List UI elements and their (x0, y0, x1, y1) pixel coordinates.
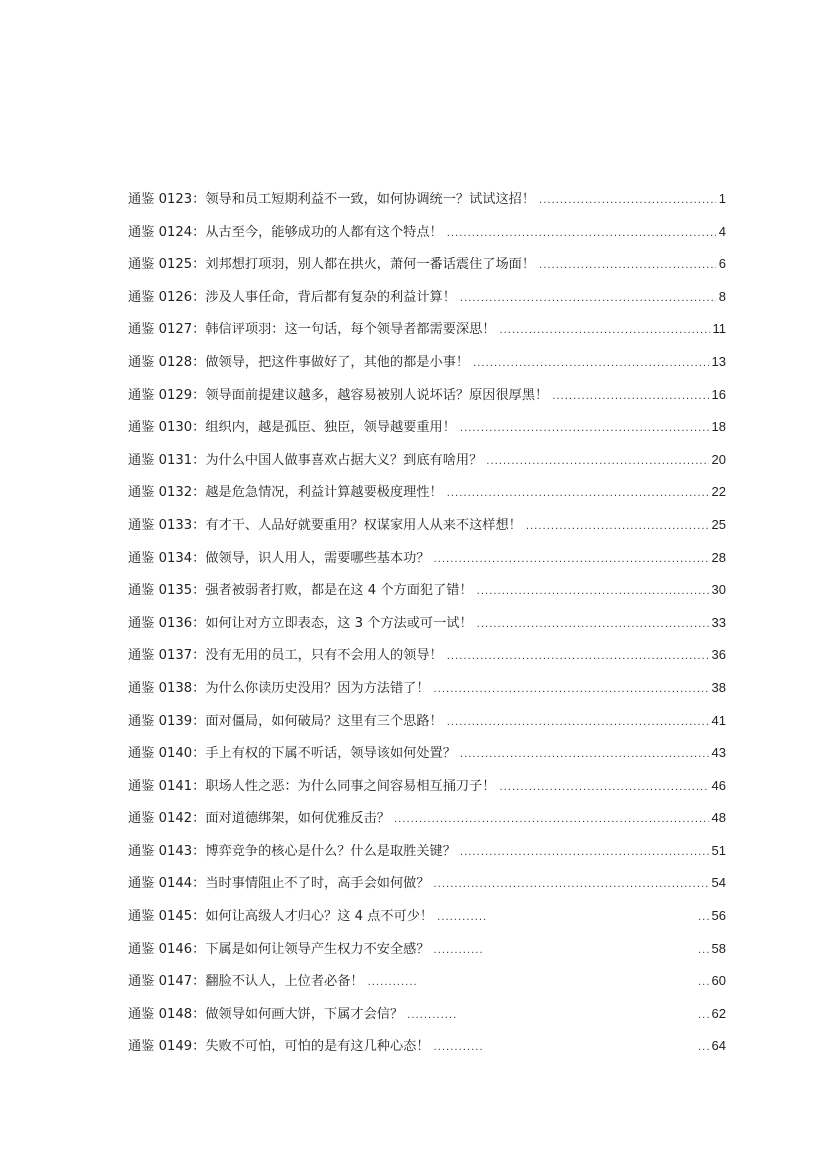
toc-entry-title: 通鉴 0132：越是危急情况，利益计算越要极度理性！ (128, 485, 443, 501)
toc-entry-page: 25 (711, 516, 726, 532)
toc-entry-title: 通鉴 0124：从古至今，能够成功的人都有这个特点！ (128, 224, 443, 240)
dot-leader (447, 711, 709, 735)
toc-entry-title: 通鉴 0126：涉及人事任命，背后都有复杂的利益计算！ (128, 289, 456, 305)
toc-entry[interactable] (128, 317, 726, 350)
dot-leader (460, 841, 709, 865)
toc-entry-title: 通鉴 0125：刘邦想打项羽，别人都在拱火，萧何一番话震住了场面！ (128, 257, 536, 273)
toc-entry-page: 41 (711, 712, 726, 728)
toc-entry-page: 62 (711, 1005, 726, 1021)
dot-leader (499, 319, 709, 343)
toc-entry[interactable] (128, 252, 726, 285)
toc-entry-title: 通鉴 0136：如何让对方立即表态，这 3 个方法或可一试！ (128, 615, 473, 631)
toc-entry[interactable] (128, 448, 726, 481)
toc-entry-page: 64 (711, 1038, 726, 1054)
toc-entry-title: 通鉴 0137：没有无用的员工，只有不会用人的领导！ (128, 648, 443, 664)
dot-leader (447, 222, 716, 246)
toc-entry-title: 通鉴 0142：面对道德绑架，如何优雅反击？ (128, 811, 390, 827)
dot-leader (434, 1036, 484, 1060)
toc-entry-page: 46 (711, 777, 726, 793)
toc-entry-title: 通鉴 0138：为什么你读历史没用？因为方法错了！ (128, 680, 430, 696)
toc-entry[interactable] (128, 709, 726, 742)
toc-entry[interactable] (128, 415, 726, 448)
toc-entry-page: 36 (711, 647, 726, 663)
toc-entry-title: 通鉴 0123：领导和员工短期利益不一致，如何协调统一？试试这招！ (128, 192, 536, 207)
toc-entry-page: 4 (718, 223, 726, 239)
toc-entry-title: 通鉴 0148：做领导如何画大饼，下属才会信？ (128, 1006, 404, 1022)
toc-entry[interactable] (128, 611, 726, 644)
toc-entry[interactable] (128, 578, 726, 611)
dot-leader (434, 678, 709, 702)
toc-entry[interactable] (128, 513, 726, 546)
toc-entry[interactable] (128, 480, 726, 513)
toc-entry-title: 通鉴 0139：面对僵局，如何破局？这里有三个思路！ (128, 713, 443, 729)
dot-leader (552, 385, 708, 409)
dot-leader (499, 776, 708, 800)
toc-entry-page: 48 (711, 810, 726, 826)
toc-entry-title: 通鉴 0131：为什么中国人做事喜欢占据大义？到底有啥用？ (128, 452, 483, 468)
toc-entry-title: 通鉴 0130：组织内，越是孤臣、独臣，领导越要重用！ (128, 420, 456, 436)
dot-leader (539, 189, 716, 213)
dot-leader (434, 873, 709, 897)
toc-entry[interactable] (128, 220, 726, 253)
dot-leader (698, 1036, 711, 1060)
toc-entry-page: 6 (718, 256, 726, 272)
toc-entry[interactable] (128, 187, 726, 220)
dot-leader (434, 939, 484, 963)
dot-leader (460, 417, 709, 441)
dot-leader (698, 971, 711, 995)
dot-leader (477, 580, 709, 604)
toc-entry-title: 通鉴 0128：做领导，把这件事做好了，其他的都是小事！ (128, 354, 470, 370)
toc-entry-page: 60 (711, 973, 726, 989)
toc-entry-title: 通鉴 0127：韩信评项羽：这一句话，每个领导者都需要深思！ (128, 322, 496, 338)
toc-entry[interactable] (128, 774, 726, 807)
toc-entry-page: 43 (711, 745, 726, 761)
toc-entry[interactable] (128, 969, 726, 1002)
dot-leader (477, 613, 709, 637)
toc-entry-title: 通鉴 0129：领导面前提建议越多，越容易被别人说坏话？原因很厚黑！ (128, 387, 549, 403)
toc-entry-page: 22 (711, 484, 726, 500)
dot-leader (460, 743, 709, 767)
toc-entry-title: 通鉴 0144：当时事情阻止不了时，高手会如何做？ (128, 876, 430, 892)
dot-leader (698, 1004, 711, 1028)
toc-entry[interactable] (128, 383, 726, 416)
toc-entry-page: 16 (711, 386, 726, 402)
toc-entry-title: 通鉴 0143：博弈竞争的核心是什么？什么是取胜关键？ (128, 843, 456, 859)
dot-leader (473, 352, 708, 376)
toc-entry-page: 11 (712, 321, 726, 337)
toc-entry[interactable] (128, 643, 726, 676)
toc-entry-title: 通鉴 0133：有才干、人品好就要重用？权谋家用人从来不这样想！ (128, 517, 522, 533)
dot-leader (460, 287, 716, 311)
toc-entry-page: 28 (711, 549, 726, 565)
toc-entry-title: 通鉴 0134：做领导，识人用人，需要哪些基本功？ (128, 550, 430, 566)
toc-entry-page: 13 (711, 353, 726, 369)
dot-leader (394, 808, 709, 832)
toc-entry-page: 38 (711, 679, 726, 695)
toc-entry-title: 通鉴 0149：失败不可怕，可怕的是有这几种心态！ (128, 1039, 430, 1055)
dot-leader (447, 645, 709, 669)
toc-entry-title: 通鉴 0135：强者被弱者打败，都是在这 4 个方面犯了错！ (128, 583, 473, 599)
toc-entry[interactable] (128, 285, 726, 318)
toc-entry[interactable] (128, 904, 726, 937)
toc-entry-title: 通鉴 0146：下属是如何让领导产生权力不安全感？ (128, 941, 430, 957)
toc-entry-page: 58 (711, 940, 726, 956)
toc-entry[interactable] (128, 839, 726, 872)
toc-entry-page: 8 (718, 288, 726, 304)
dot-leader (486, 450, 708, 474)
dot-leader (437, 906, 487, 930)
toc-entry-page: 56 (711, 908, 726, 924)
dot-leader (368, 971, 481, 995)
toc-entry[interactable] (128, 871, 726, 904)
toc-entry[interactable] (128, 350, 726, 383)
toc-entry[interactable] (128, 806, 726, 839)
toc-entry[interactable] (128, 676, 726, 709)
toc-entry-title: 通鉴 0145：如何让高级人才归心？这 4 点不可少！ (128, 909, 434, 925)
toc-entry-page: 33 (711, 614, 726, 630)
dot-leader (407, 1004, 497, 1028)
table-of-contents (128, 187, 726, 1067)
toc-entry-title: 通鉴 0141：职场人性之恶：为什么同事之间容易相互捅刀子！ (128, 778, 496, 794)
toc-entry-page: 30 (711, 582, 726, 598)
dot-leader (698, 906, 711, 930)
dot-leader (698, 939, 711, 963)
toc-entry[interactable] (128, 546, 726, 579)
dot-leader (526, 515, 709, 539)
toc-entry[interactable] (128, 741, 726, 774)
dot-leader (539, 254, 716, 278)
toc-entry-title: 通鉴 0140：手上有权的下属不听话，领导该如何处置？ (128, 746, 456, 762)
toc-entry-title: 通鉴 0147：翻脸不认人，上位者必备！ (128, 974, 364, 990)
dot-leader (447, 482, 709, 506)
toc-entry-page: 18 (711, 419, 726, 435)
toc-entry-page: 51 (711, 842, 726, 858)
toc-entry-page: 1 (718, 191, 726, 206)
toc-entry[interactable] (128, 1002, 726, 1035)
toc-entry[interactable] (128, 1034, 726, 1067)
toc-entry-page: 20 (711, 451, 726, 467)
toc-entry-page: 54 (711, 875, 726, 891)
toc-entry[interactable] (128, 937, 726, 970)
dot-leader (434, 548, 709, 572)
